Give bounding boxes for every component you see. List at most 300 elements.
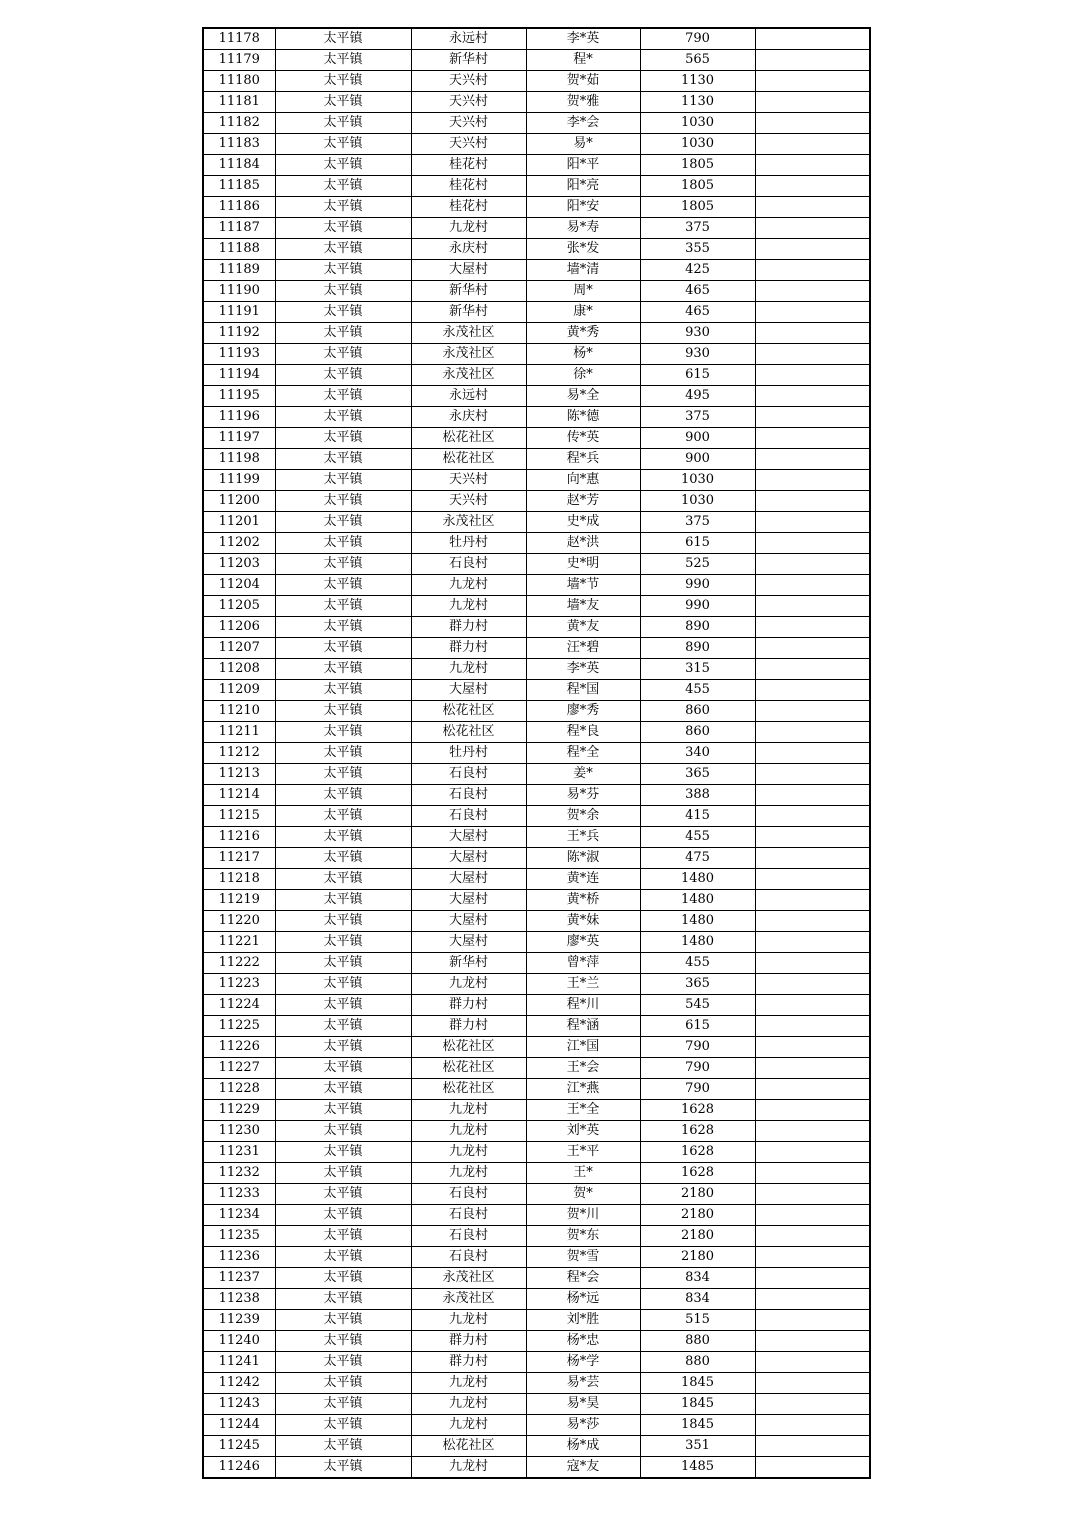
remark-cell xyxy=(755,1289,870,1310)
village-cell: 永茂社区 xyxy=(411,323,526,344)
town-cell: 太平镇 xyxy=(275,743,411,764)
village-cell: 大屋村 xyxy=(411,827,526,848)
table-row xyxy=(203,1415,870,1436)
serial-cell: 11178 xyxy=(203,28,275,50)
remark-cell xyxy=(755,1079,870,1100)
amount-cell: 1480 xyxy=(640,911,755,932)
town-cell: 太平镇 xyxy=(275,1268,411,1289)
table-row xyxy=(203,134,870,155)
remark-cell xyxy=(755,281,870,302)
remark-cell xyxy=(755,71,870,92)
amount-cell: 880 xyxy=(640,1331,755,1352)
remark-cell xyxy=(755,1037,870,1058)
serial-cell: 11207 xyxy=(203,638,275,659)
serial-cell: 11184 xyxy=(203,155,275,176)
village-cell: 石良村 xyxy=(411,1205,526,1226)
remark-cell xyxy=(755,785,870,806)
remark-cell xyxy=(755,407,870,428)
serial-cell: 11230 xyxy=(203,1121,275,1142)
town-cell: 太平镇 xyxy=(275,596,411,617)
remark-cell xyxy=(755,533,870,554)
serial-cell: 11196 xyxy=(203,407,275,428)
town-cell: 太平镇 xyxy=(275,302,411,323)
town-cell: 太平镇 xyxy=(275,1226,411,1247)
town-cell: 太平镇 xyxy=(275,218,411,239)
name-cell: 易* xyxy=(526,134,640,155)
town-cell: 太平镇 xyxy=(275,1247,411,1268)
amount-cell: 1845 xyxy=(640,1373,755,1394)
serial-cell: 11232 xyxy=(203,1163,275,1184)
name-cell: 王*兵 xyxy=(526,827,640,848)
name-cell: 史*成 xyxy=(526,512,640,533)
amount-cell: 880 xyxy=(640,1352,755,1373)
name-cell: 程*川 xyxy=(526,995,640,1016)
amount-cell: 565 xyxy=(640,50,755,71)
remark-cell xyxy=(755,1016,870,1037)
table-row xyxy=(203,1037,870,1058)
name-cell: 张*发 xyxy=(526,239,640,260)
village-cell: 群力村 xyxy=(411,1352,526,1373)
name-cell: 墙*清 xyxy=(526,260,640,281)
amount-cell: 834 xyxy=(640,1289,755,1310)
remark-cell xyxy=(755,890,870,911)
serial-cell: 11187 xyxy=(203,218,275,239)
table-row xyxy=(203,1142,870,1163)
village-cell: 九龙村 xyxy=(411,1121,526,1142)
serial-cell: 11244 xyxy=(203,1415,275,1436)
village-cell: 牡丹村 xyxy=(411,533,526,554)
name-cell: 贺*东 xyxy=(526,1226,640,1247)
name-cell: 陈*德 xyxy=(526,407,640,428)
town-cell: 太平镇 xyxy=(275,197,411,218)
village-cell: 大屋村 xyxy=(411,848,526,869)
town-cell: 太平镇 xyxy=(275,50,411,71)
remark-cell xyxy=(755,449,870,470)
remark-cell xyxy=(755,92,870,113)
serial-cell: 11233 xyxy=(203,1184,275,1205)
remark-cell xyxy=(755,155,870,176)
remark-cell xyxy=(755,1247,870,1268)
town-cell: 太平镇 xyxy=(275,869,411,890)
amount-cell: 790 xyxy=(640,1058,755,1079)
village-cell: 天兴村 xyxy=(411,491,526,512)
village-cell: 大屋村 xyxy=(411,260,526,281)
village-cell: 九龙村 xyxy=(411,1415,526,1436)
table-row xyxy=(203,155,870,176)
village-cell: 桂花村 xyxy=(411,197,526,218)
town-cell: 太平镇 xyxy=(275,911,411,932)
amount-cell: 375 xyxy=(640,407,755,428)
remark-cell xyxy=(755,1121,870,1142)
name-cell: 王*兰 xyxy=(526,974,640,995)
serial-cell: 11242 xyxy=(203,1373,275,1394)
remark-cell xyxy=(755,512,870,533)
table-row xyxy=(203,1226,870,1247)
town-cell: 太平镇 xyxy=(275,554,411,575)
amount-cell: 525 xyxy=(640,554,755,575)
serial-cell: 11223 xyxy=(203,974,275,995)
serial-cell: 11185 xyxy=(203,176,275,197)
amount-cell: 790 xyxy=(640,28,755,50)
table-row xyxy=(203,911,870,932)
town-cell: 太平镇 xyxy=(275,470,411,491)
village-cell: 天兴村 xyxy=(411,71,526,92)
name-cell: 贺*茹 xyxy=(526,71,640,92)
table-row xyxy=(203,806,870,827)
amount-cell: 425 xyxy=(640,260,755,281)
name-cell: 程*全 xyxy=(526,743,640,764)
serial-cell: 11238 xyxy=(203,1289,275,1310)
remark-cell xyxy=(755,491,870,512)
name-cell: 程*兵 xyxy=(526,449,640,470)
name-cell: 李*英 xyxy=(526,28,640,50)
table-row xyxy=(203,449,870,470)
remark-cell xyxy=(755,617,870,638)
amount-cell: 1480 xyxy=(640,932,755,953)
amount-cell: 415 xyxy=(640,806,755,827)
town-cell: 太平镇 xyxy=(275,764,411,785)
amount-cell: 375 xyxy=(640,512,755,533)
name-cell: 姜* xyxy=(526,764,640,785)
serial-cell: 11211 xyxy=(203,722,275,743)
table-row xyxy=(203,302,870,323)
amount-cell: 890 xyxy=(640,638,755,659)
serial-cell: 11205 xyxy=(203,596,275,617)
amount-cell: 890 xyxy=(640,617,755,638)
name-cell: 王*全 xyxy=(526,1100,640,1121)
serial-cell: 11224 xyxy=(203,995,275,1016)
table-row xyxy=(203,974,870,995)
table-row xyxy=(203,1352,870,1373)
table-row xyxy=(203,1436,870,1457)
village-cell: 九龙村 xyxy=(411,659,526,680)
remark-cell xyxy=(755,428,870,449)
serial-cell: 11239 xyxy=(203,1310,275,1331)
serial-cell: 11190 xyxy=(203,281,275,302)
table-row xyxy=(203,260,870,281)
remark-cell xyxy=(755,50,870,71)
amount-cell: 860 xyxy=(640,701,755,722)
village-cell: 新华村 xyxy=(411,302,526,323)
serial-cell: 11179 xyxy=(203,50,275,71)
name-cell: 王* xyxy=(526,1163,640,1184)
remark-cell xyxy=(755,1268,870,1289)
table-row xyxy=(203,386,870,407)
village-cell: 石良村 xyxy=(411,1247,526,1268)
village-cell: 永庆村 xyxy=(411,407,526,428)
town-cell: 太平镇 xyxy=(275,323,411,344)
village-cell: 永茂社区 xyxy=(411,344,526,365)
amount-cell: 1130 xyxy=(640,71,755,92)
serial-cell: 11214 xyxy=(203,785,275,806)
allowance-table xyxy=(202,27,871,1479)
table-row xyxy=(203,1310,870,1331)
name-cell: 阳*安 xyxy=(526,197,640,218)
amount-cell: 1805 xyxy=(640,155,755,176)
remark-cell xyxy=(755,722,870,743)
serial-cell: 11191 xyxy=(203,302,275,323)
name-cell: 廖*英 xyxy=(526,932,640,953)
village-cell: 九龙村 xyxy=(411,1310,526,1331)
town-cell: 太平镇 xyxy=(275,281,411,302)
town-cell: 太平镇 xyxy=(275,155,411,176)
table-row xyxy=(203,323,870,344)
serial-cell: 11209 xyxy=(203,680,275,701)
remark-cell xyxy=(755,638,870,659)
serial-cell: 11231 xyxy=(203,1142,275,1163)
name-cell: 易*寿 xyxy=(526,218,640,239)
serial-cell: 11198 xyxy=(203,449,275,470)
amount-cell: 355 xyxy=(640,239,755,260)
village-cell: 大屋村 xyxy=(411,890,526,911)
remark-cell xyxy=(755,1415,870,1436)
town-cell: 太平镇 xyxy=(275,176,411,197)
amount-cell: 900 xyxy=(640,449,755,470)
town-cell: 太平镇 xyxy=(275,890,411,911)
town-cell: 太平镇 xyxy=(275,1331,411,1352)
serial-cell: 11228 xyxy=(203,1079,275,1100)
amount-cell: 790 xyxy=(640,1037,755,1058)
amount-cell: 615 xyxy=(640,533,755,554)
amount-cell: 515 xyxy=(640,1310,755,1331)
remark-cell xyxy=(755,344,870,365)
town-cell: 太平镇 xyxy=(275,953,411,974)
town-cell: 太平镇 xyxy=(275,722,411,743)
village-cell: 永茂社区 xyxy=(411,512,526,533)
town-cell: 太平镇 xyxy=(275,1142,411,1163)
amount-cell: 375 xyxy=(640,218,755,239)
table-row xyxy=(203,953,870,974)
serial-cell: 11180 xyxy=(203,71,275,92)
table-row xyxy=(203,50,870,71)
amount-cell: 340 xyxy=(640,743,755,764)
serial-cell: 11234 xyxy=(203,1205,275,1226)
serial-cell: 11189 xyxy=(203,260,275,281)
village-cell: 新华村 xyxy=(411,953,526,974)
table-row xyxy=(203,113,870,134)
village-cell: 桂花村 xyxy=(411,176,526,197)
town-cell: 太平镇 xyxy=(275,1310,411,1331)
name-cell: 黄*妹 xyxy=(526,911,640,932)
table-row xyxy=(203,1058,870,1079)
name-cell: 易*全 xyxy=(526,386,640,407)
serial-cell: 11220 xyxy=(203,911,275,932)
remark-cell xyxy=(755,1331,870,1352)
amount-cell: 834 xyxy=(640,1268,755,1289)
amount-cell: 455 xyxy=(640,827,755,848)
remark-cell xyxy=(755,743,870,764)
table-row xyxy=(203,281,870,302)
village-cell: 石良村 xyxy=(411,554,526,575)
town-cell: 太平镇 xyxy=(275,701,411,722)
serial-cell: 11243 xyxy=(203,1394,275,1415)
table-row xyxy=(203,890,870,911)
village-cell: 九龙村 xyxy=(411,974,526,995)
remark-cell xyxy=(755,260,870,281)
village-cell: 大屋村 xyxy=(411,869,526,890)
amount-cell: 2180 xyxy=(640,1247,755,1268)
serial-cell: 11217 xyxy=(203,848,275,869)
serial-cell: 11226 xyxy=(203,1037,275,1058)
remark-cell xyxy=(755,113,870,134)
table-row xyxy=(203,176,870,197)
village-cell: 九龙村 xyxy=(411,1394,526,1415)
amount-cell: 475 xyxy=(640,848,755,869)
town-cell: 太平镇 xyxy=(275,491,411,512)
remark-cell xyxy=(755,239,870,260)
village-cell: 永庆村 xyxy=(411,239,526,260)
serial-cell: 11199 xyxy=(203,470,275,491)
town-cell: 太平镇 xyxy=(275,386,411,407)
remark-cell xyxy=(755,1163,870,1184)
village-cell: 永茂社区 xyxy=(411,365,526,386)
town-cell: 太平镇 xyxy=(275,71,411,92)
table-row xyxy=(203,491,870,512)
remark-cell xyxy=(755,323,870,344)
village-cell: 天兴村 xyxy=(411,92,526,113)
village-cell: 松花社区 xyxy=(411,1436,526,1457)
town-cell: 太平镇 xyxy=(275,1289,411,1310)
remark-cell xyxy=(755,932,870,953)
amount-cell: 315 xyxy=(640,659,755,680)
name-cell: 史*明 xyxy=(526,554,640,575)
serial-cell: 11225 xyxy=(203,1016,275,1037)
amount-cell: 1480 xyxy=(640,890,755,911)
remark-cell xyxy=(755,1100,870,1121)
town-cell: 太平镇 xyxy=(275,1100,411,1121)
serial-cell: 11216 xyxy=(203,827,275,848)
serial-cell: 11192 xyxy=(203,323,275,344)
table-row xyxy=(203,827,870,848)
town-cell: 太平镇 xyxy=(275,512,411,533)
serial-cell: 11181 xyxy=(203,92,275,113)
name-cell: 赵*洪 xyxy=(526,533,640,554)
town-cell: 太平镇 xyxy=(275,1415,411,1436)
table-row xyxy=(203,1163,870,1184)
remark-cell xyxy=(755,806,870,827)
name-cell: 杨*远 xyxy=(526,1289,640,1310)
town-cell: 太平镇 xyxy=(275,848,411,869)
town-cell: 太平镇 xyxy=(275,974,411,995)
amount-cell: 900 xyxy=(640,428,755,449)
town-cell: 太平镇 xyxy=(275,428,411,449)
table-row xyxy=(203,344,870,365)
name-cell: 贺*雪 xyxy=(526,1247,640,1268)
name-cell: 杨* xyxy=(526,344,640,365)
town-cell: 太平镇 xyxy=(275,1079,411,1100)
name-cell: 贺*川 xyxy=(526,1205,640,1226)
village-cell: 天兴村 xyxy=(411,134,526,155)
remark-cell xyxy=(755,302,870,323)
remark-cell xyxy=(755,134,870,155)
serial-cell: 11245 xyxy=(203,1436,275,1457)
town-cell: 太平镇 xyxy=(275,113,411,134)
town-cell: 太平镇 xyxy=(275,28,411,50)
table-row xyxy=(203,1289,870,1310)
village-cell: 新华村 xyxy=(411,281,526,302)
name-cell: 李*英 xyxy=(526,659,640,680)
table-row xyxy=(203,1268,870,1289)
town-cell: 太平镇 xyxy=(275,1184,411,1205)
amount-cell: 2180 xyxy=(640,1226,755,1247)
amount-cell: 1628 xyxy=(640,1121,755,1142)
table-row xyxy=(203,1457,870,1479)
name-cell: 阳*亮 xyxy=(526,176,640,197)
remark-cell xyxy=(755,554,870,575)
town-cell: 太平镇 xyxy=(275,1016,411,1037)
name-cell: 杨*成 xyxy=(526,1436,640,1457)
town-cell: 太平镇 xyxy=(275,260,411,281)
table-row xyxy=(203,995,870,1016)
town-cell: 太平镇 xyxy=(275,680,411,701)
remark-cell xyxy=(755,596,870,617)
village-cell: 群力村 xyxy=(411,1016,526,1037)
village-cell: 九龙村 xyxy=(411,1457,526,1479)
remark-cell xyxy=(755,1205,870,1226)
serial-cell: 11201 xyxy=(203,512,275,533)
name-cell: 程* xyxy=(526,50,640,71)
village-cell: 石良村 xyxy=(411,1226,526,1247)
town-cell: 太平镇 xyxy=(275,1205,411,1226)
amount-cell: 455 xyxy=(640,680,755,701)
amount-cell: 545 xyxy=(640,995,755,1016)
name-cell: 江*国 xyxy=(526,1037,640,1058)
table-row xyxy=(203,1331,870,1352)
remark-cell xyxy=(755,1352,870,1373)
table-row xyxy=(203,1394,870,1415)
table-row xyxy=(203,722,870,743)
remark-cell xyxy=(755,1373,870,1394)
village-cell: 松花社区 xyxy=(411,701,526,722)
name-cell: 王*平 xyxy=(526,1142,640,1163)
name-cell: 易*芸 xyxy=(526,1373,640,1394)
remark-cell xyxy=(755,953,870,974)
name-cell: 易*昊 xyxy=(526,1394,640,1415)
village-cell: 九龙村 xyxy=(411,1100,526,1121)
village-cell: 九龙村 xyxy=(411,1142,526,1163)
remark-cell xyxy=(755,701,870,722)
table-row xyxy=(203,1373,870,1394)
serial-cell: 11213 xyxy=(203,764,275,785)
remark-cell xyxy=(755,1226,870,1247)
table-row xyxy=(203,218,870,239)
remark-cell xyxy=(755,659,870,680)
village-cell: 石良村 xyxy=(411,1184,526,1205)
amount-cell: 930 xyxy=(640,323,755,344)
name-cell: 江*燕 xyxy=(526,1079,640,1100)
village-cell: 桂花村 xyxy=(411,155,526,176)
table-row xyxy=(203,680,870,701)
remark-cell xyxy=(755,995,870,1016)
name-cell: 易*芬 xyxy=(526,785,640,806)
town-cell: 太平镇 xyxy=(275,239,411,260)
name-cell: 程*国 xyxy=(526,680,640,701)
table-row xyxy=(203,785,870,806)
table-row xyxy=(203,1247,870,1268)
town-cell: 太平镇 xyxy=(275,995,411,1016)
name-cell: 黄*桥 xyxy=(526,890,640,911)
serial-cell: 11206 xyxy=(203,617,275,638)
town-cell: 太平镇 xyxy=(275,407,411,428)
village-cell: 永远村 xyxy=(411,386,526,407)
town-cell: 太平镇 xyxy=(275,1121,411,1142)
remark-cell xyxy=(755,848,870,869)
table-row xyxy=(203,701,870,722)
table-row xyxy=(203,470,870,491)
name-cell: 寇*友 xyxy=(526,1457,640,1479)
town-cell: 太平镇 xyxy=(275,1373,411,1394)
table-row xyxy=(203,533,870,554)
